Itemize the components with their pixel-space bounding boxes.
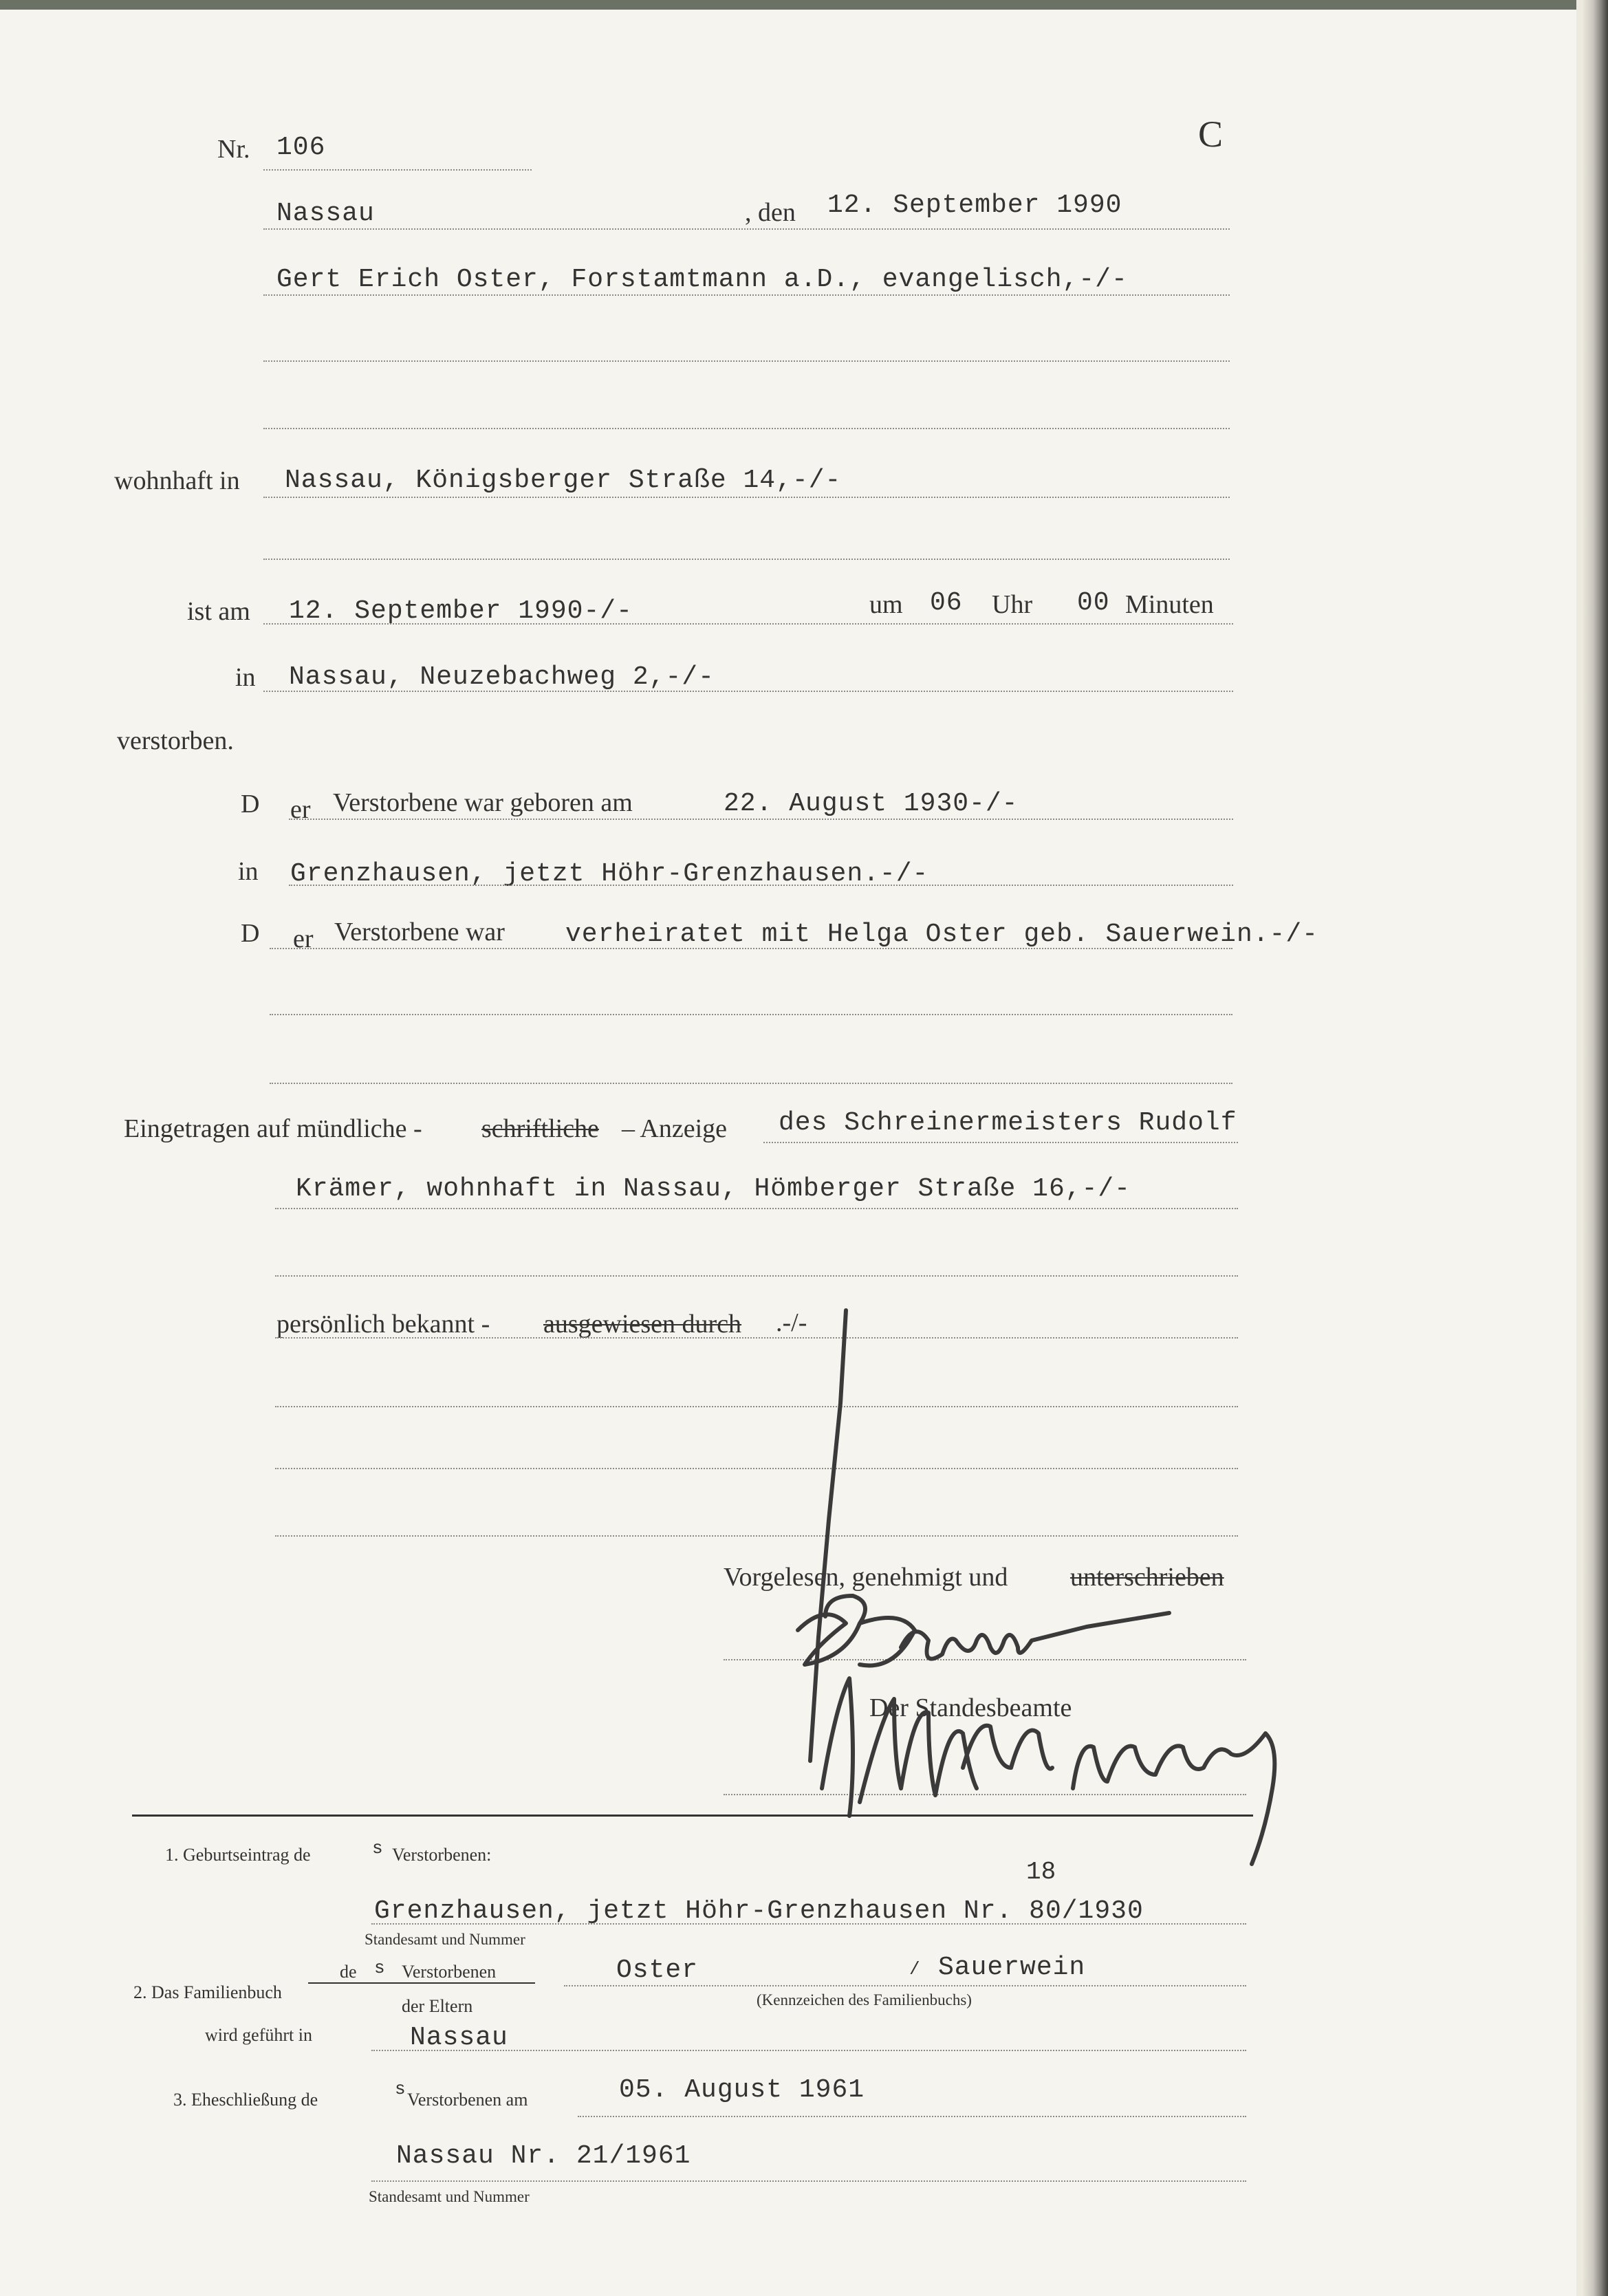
death-place-label: in — [235, 663, 256, 692]
f2-verstorbenen: Verstorbenen — [402, 1962, 497, 1982]
um-label: um — [869, 590, 903, 619]
f2-fraction-bar — [308, 1982, 535, 1984]
deceased-person: Gert Erich Oster, Forstamtmann a.D., evangelisch,-/- — [276, 265, 1128, 294]
official-signature — [822, 1678, 1274, 1864]
f3-marriage-date: 05. August 1961 — [619, 2075, 865, 2105]
marital-status: verheiratet mit Helga Oster geb. Sauerwein.-/- — [565, 920, 1318, 949]
f2-kennzeichen: (Kennzeichen des Familienbuchs) — [757, 1991, 972, 2008]
f1-line — [371, 1923, 1246, 1925]
corner-letter: C — [1198, 113, 1224, 155]
signature-vertical-stroke — [810, 1310, 846, 1761]
f2-label: 2. Das Familienbuch — [133, 1982, 282, 2002]
read-approved-label: Vorgelesen, genehmigt und — [724, 1563, 1008, 1592]
f2-slash: / — [909, 1959, 920, 1980]
f3-date-line — [578, 2116, 1246, 2117]
f3-label-pre: 3. Eheschließung de — [173, 2090, 318, 2110]
registration-date: 12. September 1990 — [827, 191, 1122, 220]
read-approved-struck: unterschrieben — [1070, 1563, 1224, 1592]
den-label: , den — [745, 198, 796, 227]
birth-label: Verstorbene war geboren am — [333, 788, 633, 817]
entry-label-start: Eingetragen auf mündliche - — [124, 1114, 422, 1143]
uhr-label: Uhr — [992, 590, 1033, 619]
f2-de: de — [340, 1962, 357, 1982]
birth-d-label: D — [241, 790, 260, 819]
known-label: persönlich bekannt - — [276, 1310, 490, 1339]
residence-label: wohnhaft in — [114, 466, 240, 495]
birth-place: Grenzhausen, jetzt Höhr-Grenzhausen.-/- — [290, 859, 929, 889]
f3-standesamt-label: Standesamt und Nummer — [369, 2188, 530, 2205]
marital-d-label: D — [241, 919, 260, 948]
f1-label-pre: 1. Geburtseintrag de — [165, 1845, 311, 1865]
minuten-label: Minuten — [1125, 590, 1214, 619]
official-label: Der Standesbeamte — [869, 1693, 1072, 1722]
f2-place-line — [371, 2050, 1246, 2051]
birth-place-label: in — [238, 857, 259, 886]
informant-line-2: Krämer, wohnhaft in Nassau, Hömberger Straße 16,-/- — [296, 1174, 1131, 1204]
death-place: Nassau, Neuzebachweg 2,-/- — [289, 662, 715, 692]
death-minutes: 00 — [1077, 588, 1110, 618]
known-struck: ausgewiesen durch — [543, 1310, 742, 1339]
entry-label-struck: schriftliche — [481, 1114, 599, 1143]
f2-eltern: der Eltern — [402, 1996, 473, 2016]
nr-label: Nr. — [217, 135, 250, 164]
marital-label: Verstorbene war — [334, 918, 505, 946]
f1-superscript: 18 — [1026, 1858, 1056, 1886]
residence-value: Nassau, Königsberger Straße 14,-/- — [285, 466, 842, 495]
birth-date: 22. August 1930-/- — [724, 789, 1019, 819]
informant-line-1: des Schreinermeisters Rudolf — [779, 1108, 1237, 1138]
f2-place: Nassau — [410, 2023, 508, 2053]
f2-suffix: s — [374, 1958, 385, 1978]
f3-value: Nassau Nr. 21/1961 — [396, 2141, 691, 2171]
nr-value: 106 — [276, 133, 326, 162]
informant-signature — [798, 1596, 1169, 1665]
f1-label-post: Verstorbenen: — [392, 1845, 492, 1865]
death-date: 12. September 1990-/- — [289, 596, 633, 626]
birth-gender-suffix: er — [290, 795, 311, 824]
known-value: .-/- — [776, 1308, 807, 1337]
f1-standesamt-label: Standesamt und Nummer — [365, 1931, 525, 1948]
footnote-divider — [132, 1815, 1253, 1817]
f1-suffix: s — [372, 1838, 383, 1859]
marital-gender-suffix: er — [293, 924, 314, 953]
registration-place: Nassau — [276, 199, 375, 228]
f1-value: Grenzhausen, jetzt Höhr-Grenzhausen Nr. 80/1930 — [374, 1896, 1144, 1926]
death-date-label: ist am — [187, 597, 250, 626]
f2-family-name: Oster — [616, 1956, 699, 1985]
f2-line — [564, 1985, 1246, 1986]
f3-label-post: Verstorbenen am — [407, 2090, 528, 2110]
f3-suffix: s — [395, 2079, 406, 2099]
death-hour: 06 — [930, 588, 963, 618]
entry-label-end: – Anzeige — [622, 1114, 728, 1143]
f2-maiden-name: Sauerwein — [938, 1953, 1086, 1982]
f2-wird-label: wird geführt in — [205, 2025, 312, 2045]
verstorben-label: verstorben. — [117, 726, 234, 755]
f3-line — [371, 2180, 1246, 2182]
